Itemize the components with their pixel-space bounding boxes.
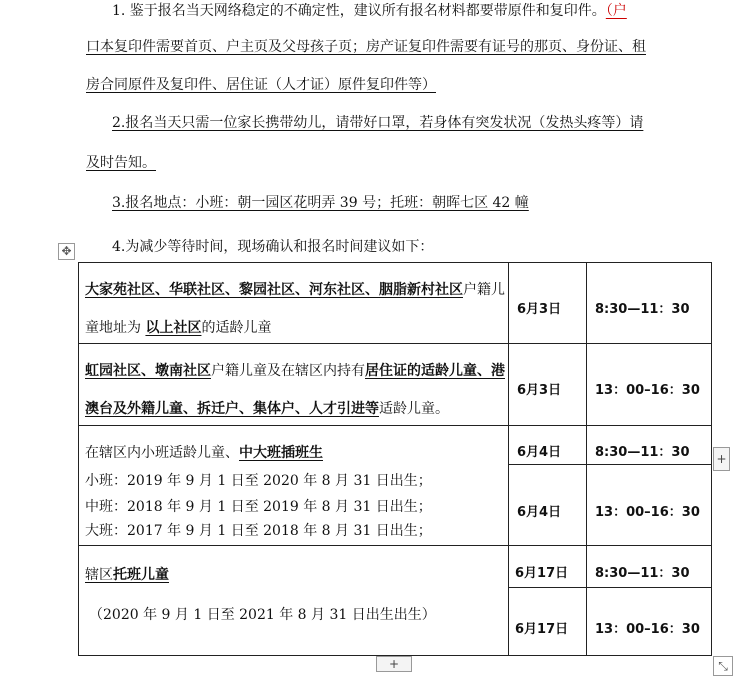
row-4a-date: 6月17日 [515,566,569,581]
paragraph-1-line-1-tail: （户 [605,3,627,19]
table-resize-icon[interactable]: ⤡ [713,656,733,676]
row-1-communities: 大家苑社区、华联社区、黎园社区、河东社区、胭脂新村社区 [85,282,463,298]
row-2-line-1 [85,364,505,378]
table-row-3b-time-cell [586,464,712,546]
paragraph-2-line-1: 2.报名当天只需一位家长携带幼儿，请带好口罩，若身体有突发状况（发热头疼等）请 [112,115,644,131]
table-row-4a-time-cell [586,545,712,588]
table-row-4a-date-cell [508,545,587,588]
row-1-date: 6月3日 [517,302,562,317]
row-4a-time: 8:30—11：30 [595,566,690,581]
row-3-line-1-a: 在辖区内小班适龄儿童、 [85,445,239,461]
row-2-line-2-rest: 适龄儿童。 [379,401,449,417]
row-2-date: 6月3日 [517,383,562,398]
paragraph-1-line-3: 房合同原件及复印件、居住证（人才证）原件复印件等） [86,77,436,93]
row-2-line-2 [85,402,449,416]
paragraph-3-line-1: 3.报名地点：小班：朝一园区花明弄 39 号；托班：朝晖七区 42 幢 [112,195,529,211]
table-row-3a-time-cell [586,425,712,465]
table-row-4b-date-cell [508,587,587,656]
table-row-2-date-cell [508,343,587,426]
row-3a-time: 8:30—11：30 [595,445,690,460]
row-3b-time: 13：00–16：30 [595,505,700,520]
row-4-line-1-bold: 托班儿童 [113,567,169,583]
paragraph-2-line-2: 及时告知。 [86,155,156,171]
row-3-middle-class: 中班：2018 年 9 月 1 日至 2019 年 8 月 31 日出生； [85,499,432,515]
table-row-1-desc-cell [78,262,509,344]
row-4b-time: 13：00–16：30 [595,622,700,637]
table-row-3a-date-cell [508,425,587,465]
row-4-line-1-a: 辖区 [85,567,113,583]
row-3a-date: 6月4日 [517,445,562,460]
row-1-line-2 [85,321,271,335]
table-row-3b-date-cell [508,464,587,546]
row-4-line-1 [85,568,169,582]
row-3b-date: 6月4日 [517,505,562,520]
row-4-line-2: （2020 年 9 月 1 日至 2021 年 8 月 31 日出生出生） [89,607,436,623]
add-column-button[interactable]: + [713,447,730,471]
row-2-line-2-bold: 澳台及外籍儿童、拆迁户、集体户、人才引进等 [85,401,379,417]
table-row-1-date-cell [508,262,587,344]
row-3-small-class: 小班：2019 年 9 月 1 日至 2020 年 8 月 31 日出生； [85,473,432,489]
table-row-1-time-cell [586,262,712,344]
paragraph-4-line-1: 4.为减少等待时间，现场确认和报名时间建议如下： [112,239,434,255]
table-row-4-desc-cell [78,545,509,656]
paragraph-1-line-1 [112,4,627,18]
row-2-line-1-mid: 户籍儿童及在辖区内持有 [211,363,365,379]
row-3-line-1-bold: 中大班插班生 [239,445,323,461]
row-1-line-2-c: 的适龄儿童 [201,320,272,336]
row-1-line-2-bold: 以上社区 [145,320,202,336]
table-row-2-time-cell [586,343,712,426]
row-3-line-1 [85,446,323,460]
table-row-3-desc-cell [78,425,509,546]
row-1-line-1-rest: 户籍儿 [463,282,505,298]
row-1-line-1 [85,283,505,297]
row-1-time: 8:30—11：30 [595,302,690,317]
schedule-table [78,262,712,656]
add-row-button[interactable]: + [376,656,412,672]
row-2-line-1-bold: 居住证的适龄儿童、港 [365,363,505,379]
row-1-line-2-a: 童地址为 [85,320,146,336]
row-2-time: 13：00–16：30 [595,383,700,398]
table-row-4b-time-cell [586,587,712,656]
table-row-2-desc-cell [78,343,509,426]
row-2-communities: 虹园社区、墩南社区 [85,363,211,379]
row-3-large-class: 大班：2017 年 9 月 1 日至 2018 年 8 月 31 日出生； [85,523,432,539]
paragraph-1-line-1-text: 1. 鉴于报名当天网络稳定的不确定性，建议所有报名材料都要带原件和复印件。 [112,3,606,19]
paragraph-1-line-2: 口本复印件需要首页、户主页及父母孩子页；房产证复印件需要有证号的那页、身份证、租 [86,39,646,55]
row-4b-date: 6月17日 [515,622,569,637]
table-move-icon[interactable]: ✥ [58,243,75,260]
